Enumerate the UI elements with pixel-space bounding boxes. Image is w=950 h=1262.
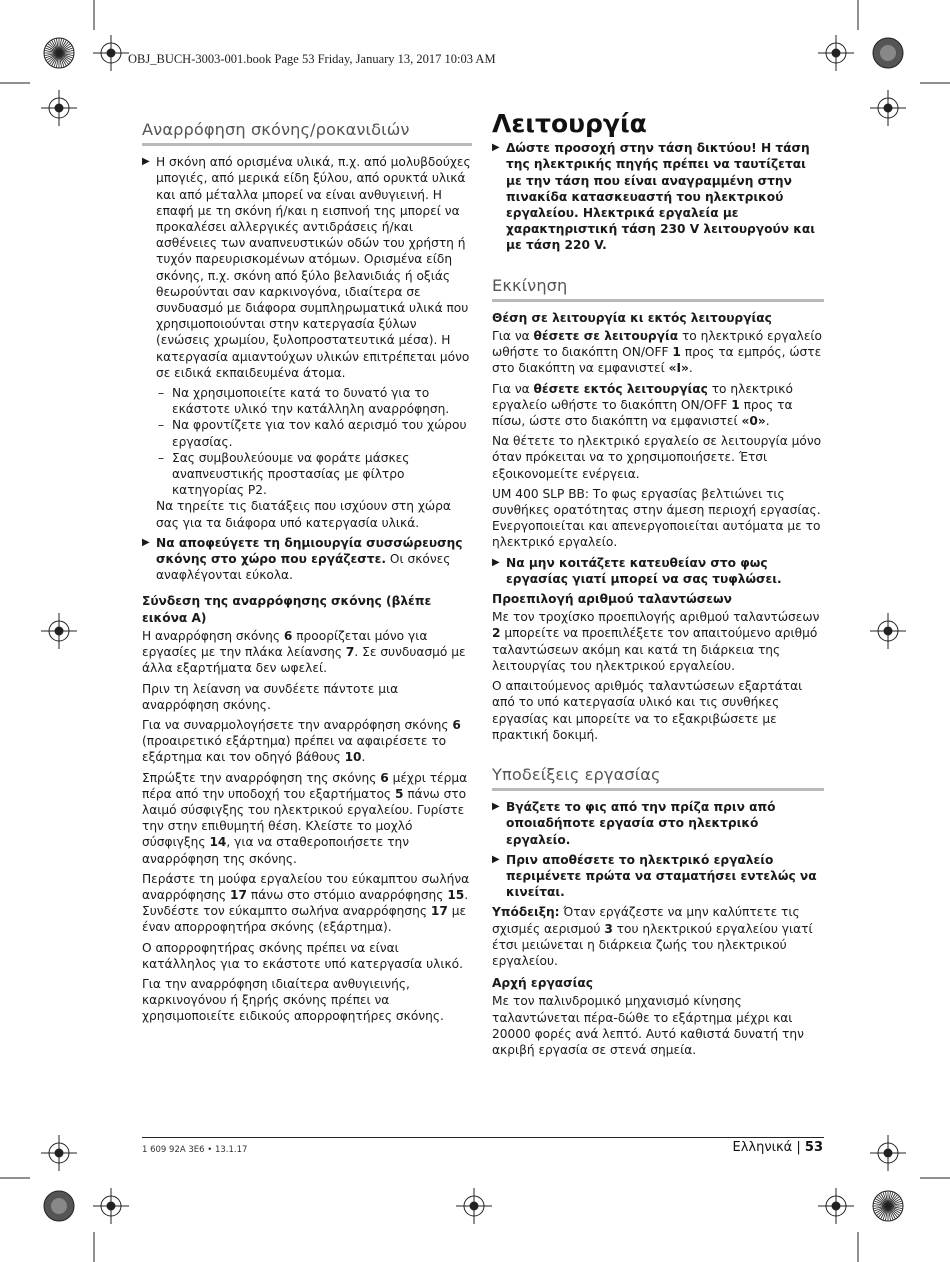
- starburst-target-icon: [873, 1191, 903, 1221]
- paragraph-work-light: UM 400 SLP BB: Το φως εργασίας βελτιώνει τις συνθήκες ορατότητας στην άμεση περιοχή εργασίας. Ενεργοποιείται και απενεργοποιείται αυτόματα με το ηλεκτρικό εργαλείο.: [492, 486, 821, 550]
- subheading-on-off: Θέση σε λειτουργία κι εκτός λειτουργίας: [492, 310, 772, 325]
- crosshair-mark-icon: [870, 613, 906, 649]
- starburst-target-icon: [44, 38, 74, 68]
- paragraph-connect-before-sanding: Πριν τη λείανση να συνδέετε πάντοτε μια αναρρόφηση σκόνης.: [142, 681, 399, 712]
- subheading-working-principle: Αρχή εργασίας: [492, 976, 593, 991]
- crosshair-mark-icon: [93, 35, 129, 71]
- footer-code: 1 609 92A 3E6 • 13.1.17: [142, 1145, 248, 1155]
- footer-divider: [142, 1137, 824, 1138]
- paragraph-switch-off: Για να θέσετε εκτός λειτουργίας το ηλεκτρικό εργαλείο ωθήστε το διακόπτη ON/OFF 1 προς τα πίσω, ώστε στο διακόπτη να εμφανιστεί «0».: [492, 381, 793, 429]
- crosshair-mark-icon: [41, 613, 77, 649]
- section-title-startup: Εκκίνηση: [492, 278, 824, 302]
- paragraph-ventilation-hint: Υπόδειξη: Όταν εργάζεστε να μην καλύπτετε τις σχισμές αερισμού 3 του ηλεκτρικού εργαλείου γιατί έτσι μειώνεται η διάρκεια ζωής του ηλεκτρικού εργαλείου.: [492, 905, 813, 968]
- bullet-light-warning: ▶ Να μην κοιτάζετε κατευθείαν στο φως εργασίας γιατί μπορεί να σας τυφλώσει.: [492, 555, 824, 587]
- bullet-avoid-dust-buildup: ▶ Να αποφεύγετε τη δημιουργία συσσώρευσης σκόνης στο χώρο που εργάζεστε. Οι σκόνες αναφλέγονται εύκολα.: [142, 535, 472, 584]
- crosshair-mark-icon: [818, 35, 854, 71]
- gray-target-icon: [44, 1191, 74, 1221]
- paragraph-special-extractors: Για την αναρρόφηση ιδιαίτερα ανθυγιεινής, καρκινογόνου ή ξηρής σκόνης πρέπει να χρησιμοποιείτε ειδικούς απορροφητήρες σκόνης.: [142, 976, 444, 1024]
- paragraph-hose-connection: Περάστε τη μούφα εργαλείου του εύκαμπτου σωλήνα αναρρόφησης 17 πάνω στο στόμιο αναρρόφησης 15. Συνδέστε τον εύκαμπτο σωλήνα αναρρόφησης 17 με έναν απορροφητήρα σκόνης (εξάρτημα).: [142, 871, 470, 935]
- gray-target-icon: [873, 38, 903, 68]
- crosshair-mark-icon: [870, 90, 906, 126]
- page-number: 53: [804, 1140, 823, 1155]
- paragraph-push-extraction: Σπρώξτε την αναρρόφηση της σκόνης 6 μέχρι τέρμα πέρα από την υποδοχή του εξαρτήματος 5 πάνω στο λαιμό σύσφιγξης του ηλεκτρικού εργαλείου. Γυρίστε την στην επιθυμητή θέση. Κλείστε το μοχλό σύσφιγξης 14, για να σταθεροποιήσετε την αναρρόφηση της σκόνης.: [142, 770, 468, 866]
- paragraph-suitable-extractor: Ο απορροφητήρας σκόνης πρέπει να είναι κατάλληλος για το εκάστοτε υπό κατεργασία υλικό.: [142, 940, 463, 971]
- regulations-note: Να τηρείτε τις διατάξεις που ισχύουν στη χώρα σας για τα διάφορα υπό κατεργασία υλικά.: [156, 499, 451, 530]
- bullet-wait-stop: ▶ Πριν αποθέσετε το ηλεκτρικό εργαλείο περιμένετε πρώτα να σταματήσει εντελώς να κινείται.: [492, 852, 824, 901]
- paragraph-switch-on: Για να θέσετε σε λειτουργία το ηλεκτρικό εργαλείο ωθήστε το διακόπτη ON/OFF 1 προς τα εμπρός, ώστε στο διακόπτη να εμφανιστεί «I».: [492, 329, 822, 376]
- crosshair-mark-icon: [818, 1188, 854, 1224]
- section-title-working-advice: Υποδείξεις εργασίας: [492, 767, 824, 791]
- footer-language: Ελληνικά: [732, 1140, 793, 1155]
- dash-item-suitable-extraction: – Να χρησιμοποιείτε κατά το δυνατό για το εκάστοτε υλικό την κατάλληλη αναρρόφηση.: [142, 385, 472, 417]
- paragraph-save-energy: Να θέτετε το ηλεκτρικό εργαλείο σε λειτουργία μόνο όταν πρόκειται να το χρησιμοποιήσετε. Έτσι εξοικονομείτε ενέργεια.: [492, 434, 822, 481]
- section-title-operation: Λειτουργία: [492, 109, 647, 138]
- dash-item-respirator: – Σας συμβουλεύουμε να φοράτε μάσκες αναπνευστικής προστασίας με φίλτρο κατηγορίας P2.: [142, 450, 472, 499]
- subheading-oscillation-preselection: Προεπιλογή αριθμού ταλαντώσεων: [492, 592, 732, 607]
- paragraph-oscillation-depends: Ο απαιτούμενος αριθμός ταλαντώσεων εξαρτάται από το υπό κατεργασία υλικό και τις συνθήκες εργασίας και μπορείτε να το εξακριβώσετε με πρακτική δοκιμή.: [492, 679, 803, 742]
- crosshair-mark-icon: [41, 1135, 77, 1171]
- bullet-dust-warning: ▶ Η σκόνη από ορισμένα υλικά, π.χ. από μολυβδούχες μπογιές, από μερικά είδη ξύλου, από ορυκτά υλικά και από μέταλλα μπορεί να είναι ανθυγιεινή. Η επαφή με τη σκόνη ή/και η εισπνοή της μπορεί να προκαλέσει αλλεργικές αντιδράσεις ή/και ασθένειες των αναπνευστικών οδών του χρήστη ή τυχόν παρευρισκομένων ατόμων. Ορισμένα είδη σκόνης, π.χ. σκόνη από ξύλο βελανιδιάς ή οξιάς θεωρούνται σαν καρκινογόνα, ιδιαίτερα σε συνδυασμό με διάφορα συμπληρωματικά υλικά που χρησιμοποιούνται στην κατεργασία ξύλων (ενώσεις χρωμίου, ξυλοπροστατευτικά μέσα). Η κατεργασία αμιαντούχων υλικών επιτρέπεται μόνο σε ειδικά εκπαιδευμένα άτομα.: [142, 154, 472, 381]
- paragraph-assemble-extraction: Για να συναρμολογήσετε την αναρρόφηση σκόνης 6 (προαιρετικό εξάρτημα) πρέπει να αφαιρέσετε το εξάρτημα και τον οδηγό βάθους 10.: [142, 717, 461, 765]
- paragraph-thumbwheel: Με τον τροχίσκο προεπιλογής αριθμού ταλαντώσεων 2 μπορείτε να προεπιλέξετε τον απαιτούμενο αριθμό ταλαντώσεων ακόμη και κατά τη διάρκεια της λειτουργίας του ηλεκτρικού εργαλείου.: [492, 610, 820, 673]
- crosshair-mark-icon: [41, 90, 77, 126]
- bullet-voltage-warning: ▶ Δώστε προσοχή στην τάση δικτύου! Η τάση της ηλεκτρικής πηγής πρέπει να ταυτίζεται με την τάση που είναι αναγραμμένη στην πινακίδα κατασκευαστή του ηλεκτρικού εργαλείου. Ηλεκτρικά εργαλεία με χαρακτηριστική τάση 230 V λειτουργούν και με τάση 220 V.: [492, 140, 824, 253]
- section-title-dust-extraction: Αναρρόφηση σκόνης/ροκανιδιών: [142, 122, 472, 146]
- right-column: [492, 109, 824, 1062]
- subheading-dust-connection: Σύνδεση της αναρρόφησης σκόνης (βλέπε εικόνα A): [142, 594, 432, 625]
- bullet-unplug: ▶ Βγάζετε το φις από την πρίζα πριν από οποιαδήποτε εργασία στο ηλεκτρικό εργαλείο.: [492, 799, 824, 848]
- footer-page-label: Ελληνικά | 53: [732, 1140, 823, 1155]
- crosshair-mark-icon: [93, 1188, 129, 1224]
- dash-item-ventilation: – Να φροντίζετε για τον καλό αερισμό του χώρου εργασίας.: [142, 417, 472, 449]
- file-header: OBJ_BUCH-3003-001.book Page 53 Friday, January 13, 2017 10:03 AM: [128, 52, 496, 66]
- left-column: [142, 122, 472, 1029]
- crosshair-mark-icon: [870, 1135, 906, 1171]
- crosshair-mark-icon: [456, 1188, 492, 1224]
- paragraph-dust-extraction-use: Η αναρρόφηση σκόνης 6 προορίζεται μόνο για εργασίες με την πλάκα λείανσης 7. Σε συνδυασμό με άλλα εξαρτήματα δεν ωφελεί.: [142, 628, 466, 676]
- paragraph-working-principle: Με τον παλινδρομικό μηχανισμό κίνησης ταλαντώνεται πέρα-δώθε το εξάρτημα μέχρι και 20000 φορές ανά λεπτό. Αυτό καθιστά δυνατή την ακριβή εργασία σε στενά σημεία.: [492, 994, 804, 1057]
